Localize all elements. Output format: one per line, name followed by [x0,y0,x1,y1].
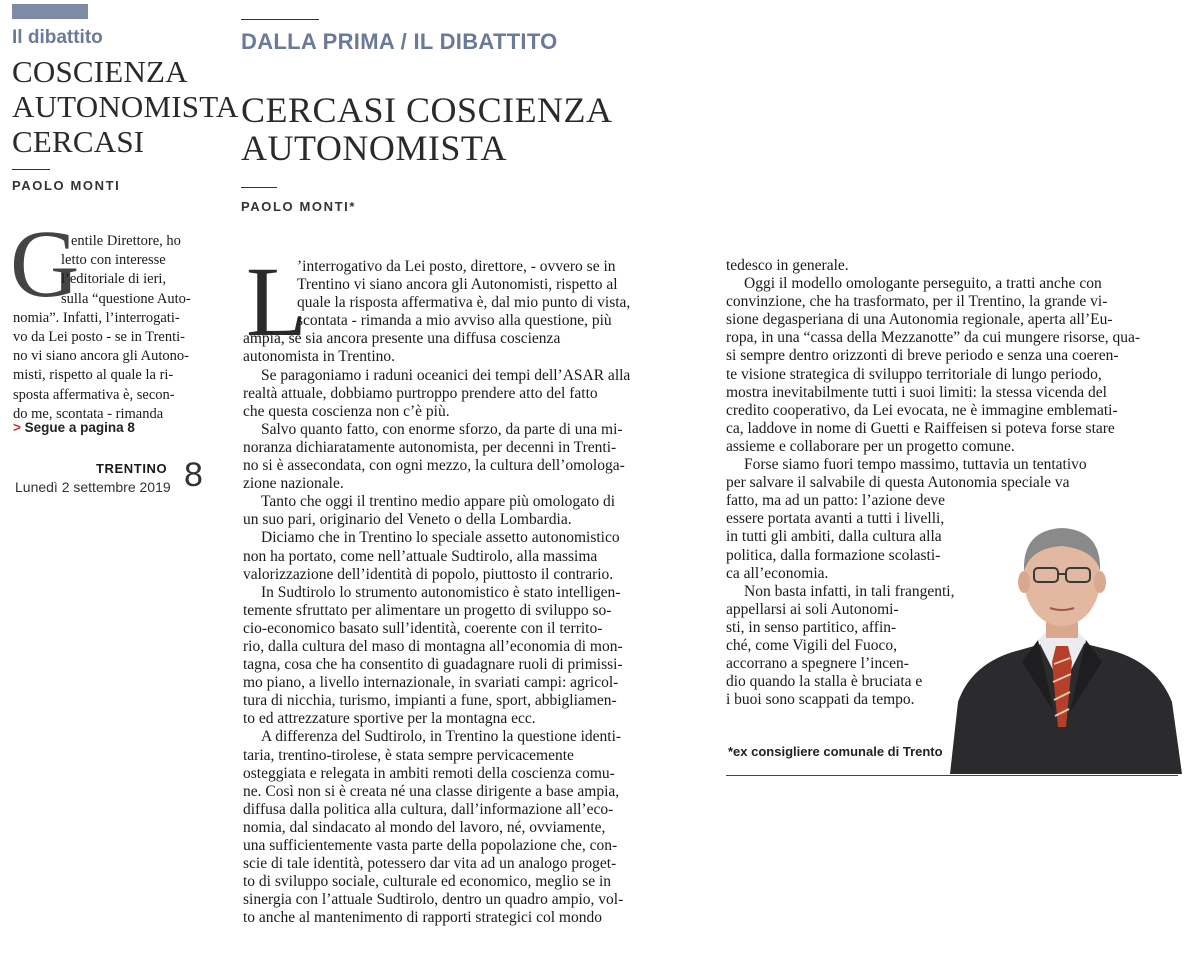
body-line: per salvare il salvabile di questa Autonomia speciale va [726,474,1070,492]
edition-name: TRENTINO [96,461,168,476]
arrow-right-icon: > [13,420,21,435]
author-rule [241,187,277,188]
body-line: in tutti gli ambiti, dalla cultura alla [726,528,942,546]
body-line: cio-economico basato sull’identità, coerente con il territo- [243,619,603,637]
body-line: scie di tale identità, potessero dar vita ad un analogo proget- [243,855,617,873]
sidebar-line: letto con interesse [61,252,166,269]
page-number: 8 [184,456,203,494]
body-line: assieme e collaborare per un progetto comune. [726,437,1015,455]
sidebar-title: COSCIENZA AUTONOMISTA CERCASI [12,54,237,159]
section-color-bar [12,4,88,19]
body-line: tura di nicchia, turismo, impianti a fune, sport, abbigliamen- [243,692,617,710]
sidebar-line: sulla “questione Auto- [61,290,191,307]
body-line: dio quando la stalla è bruciata e [726,673,923,691]
body-line: appellarsi ai soli Autonomi- [726,600,899,618]
column-bottom-rule [726,775,1178,776]
body-line: ampia, se sia ancora presente una diffusa coscienza [243,330,561,348]
body-line: sti, in senso partitico, affin- [726,618,897,636]
continue-label: Segue a pagina 8 [24,420,135,435]
body-line: tedesco in generale. [726,257,849,274]
sidebar-dropcap: G [10,210,80,317]
body-line: mo piano, a livello internazionale, in svariati campi: agricol- [243,674,619,692]
sidebar-line: vo da Lei posto - se in Trenti- [13,329,185,346]
author-footnote: *ex consigliere comunale di Trento [728,744,943,759]
body-line: to anche al mantenimento di rapporti strategici col mondo [243,909,602,927]
body-line: diffusa dalla politica alla cultura, dall’informazione all’eco- [243,800,614,818]
body-line: autonomista in Trentino. [243,348,395,366]
body-line: Se paragoniamo i raduni oceanici dei tempi dell’ASAR alla [261,366,631,384]
body-line: ropa, in una “cassa della Mezzanotte” da cui mungere risorse, qua- [726,329,1141,347]
body-line: to ed attrezzature sportive per la montagna ecc. [243,710,536,728]
body-line: A differenza del Sudtirolo, in Trentino la questione identi- [261,728,622,746]
body-line: temente sfruttato per alimentare un progetto di sviluppo so- [243,601,612,619]
body-line: nomia, dal sindacato al mondo del lavoro, né, ovviamente, [243,818,606,836]
body-line: Oggi il modello omologante perseguito, a tratti anche con [744,275,1102,293]
body-line: ’interrogativo da Lei posto, direttore, - ovvero se in [297,258,616,275]
body-line: mostra inevitabilmente tutti i suoi limiti: la stessa vicenda del [726,383,1107,401]
body-line: politica, dalla formazione scolasti- [726,546,941,564]
body-line: accorrano a spegnere l’incen- [726,655,909,673]
body-line: quale la risposta affermativa è, dal mio punto di vista, [297,294,631,312]
body-line: taria, trentino-tirolese, è stata sempre pervicacemente [243,746,574,764]
body-line: to di sviluppo sociale, culturale ed economico, meglio se in [243,873,612,891]
continue-link[interactable] [13,420,135,435]
body-line: convinzione, che ha trasformato, per il Trentino, la grande vi- [726,293,1108,311]
body-line: In Sudtirolo lo strumento autonomistico è stato intelligen- [261,583,621,601]
sidebar-author: PAOLO MONTI [12,178,121,193]
body-line: tagna, cosa che ha consentito di guadagnare ruoli di primissi- [243,656,623,674]
body-line: noranza dichiaratamente autonomista, per decenni in Trenti- [243,438,617,456]
sidebar-rule [12,169,50,170]
body-line: valorizzazione dell’identità di popolo, piuttosto il contrario. [243,565,614,583]
body-line: essere portata avanti a tutti i livelli, [726,510,945,528]
body-line: no si è assecondata, con ogni mezzo, la cultura dell’omologa- [243,457,625,475]
body-line: si sempre dentro orizzonti di breve periodo e senza una coeren- [726,347,1119,365]
sidebar-line: misti, rispetto al quale la ri- [13,367,174,384]
body-line: ca, laddove in nome di Guetti e Raiffeisen si poteva forse stare [726,419,1115,437]
body-line: te visione strategica di sviluppo territoriale di lungo periodo, [726,365,1102,383]
body-line: Non basta infatti, in tali frangenti, [744,582,955,600]
body-line: Salvo quanto fatto, con enorme sforzo, da parte di una mi- [261,420,623,438]
body-line: sinergia con l’attuale Sudtirolo, dentro un quadro ampio, vol- [243,891,624,909]
body-line: rio, dalla cultura del maso di montagna all’economia di mon- [243,637,623,655]
body-line: osteggiata e relegata in ambiti remoti della coscienza comu- [243,764,615,782]
body-line: i buoi sono scappati da tempo. [726,691,915,709]
body-line: credito cooperativo, da Lei evocata, ne è immagine emblemati- [726,401,1118,419]
sidebar-line: nomia”. Infatti, l’interrogati- [13,309,180,326]
body-line: ché, come Vigili del Fuoco, [726,636,897,654]
body-line: una sufficientemente vasta parte della popolazione che, con- [243,837,618,854]
article-author: PAOLO MONTI* [241,199,357,214]
article-dropcap: L [246,246,308,357]
author-portrait [950,512,1182,774]
sidebar-line: l’editoriale di ieri, [61,271,167,288]
body-line: sione degasperiana di una Autonomia regionale, aperta all’Eu- [726,311,1113,329]
article-kicker: DALLA PRIMA / IL DIBATTITO [241,29,558,54]
body-line: ca all’economia. [726,564,829,582]
sidebar-line: no vi siano ancora gli Autono- [13,348,189,365]
issue-date: Lunedì 2 settembre 2019 [15,479,171,495]
body-line: zione nazionale. [243,475,344,493]
body-line: realtà attuale, dobbiamo purtroppo prendere atto del fatto [243,384,598,402]
body-line: ne. Così non si è creata né una classe dirigente a base ampia, [243,782,620,800]
body-line: non ha portato, come nell’attuale Sudtirolo, alla massima [243,547,598,565]
body-line: fatto, ma ad un patto: l’azione deve [726,492,946,510]
body-line: Forse siamo fuori tempo massimo, tuttavia un tentativo [744,456,1087,474]
sidebar-excerpt [13,232,198,424]
sidebar-kicker: Il dibattito [12,27,103,48]
body-line: Tanto che oggi il trentino medio appare più omologato di [261,493,616,511]
article-title: CERCASI COSCIENZA AUTONOMISTA [241,90,611,168]
body-line: scontata - rimanda a mio avviso alla questione, più [297,312,612,330]
header-rule [241,19,319,20]
body-line: Diciamo che in Trentino lo speciale assetto autonomistico [261,529,620,547]
body-line: un suo pari, originario del Veneto o della Lombardia. [243,511,572,529]
sidebar-line: do me, scontata - rimanda [13,405,164,422]
sidebar-line: entile Direttore, ho [71,233,181,249]
article-column-1 [243,258,703,927]
sidebar-line: sposta affermativa è, secon- [13,386,175,403]
body-line: Trentino vi siano ancora gli Autonomisti, rispetto al [297,276,618,294]
body-line: che questa coscienza non c’è più. [243,402,450,420]
